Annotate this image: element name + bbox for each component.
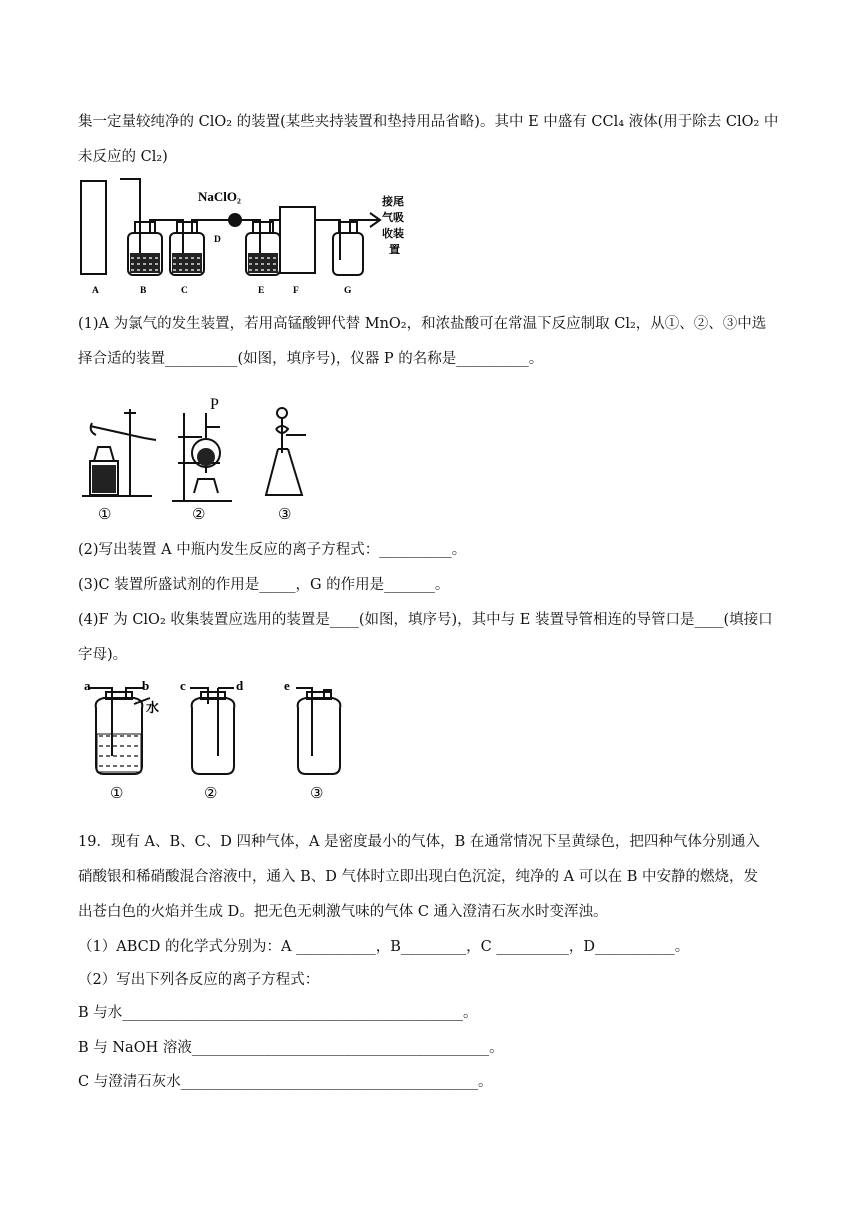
port-a-label: a <box>84 678 91 693</box>
q19-eq-1: B 与水_______________________________________________。 <box>78 1005 478 1021</box>
generator-diagrams <box>80 383 330 523</box>
generator-3 <box>266 408 306 495</box>
q2-text: (2)写出装置 A 中瓶内发生反应的离子方程式：__________。 <box>78 542 467 558</box>
label-g: G <box>344 286 352 296</box>
instrument-p-label: P <box>210 396 219 413</box>
q19-sub-2: （2）写出下列各反应的离子方程式： <box>78 972 320 988</box>
collector-number-1: ① <box>110 786 124 802</box>
label-a: A <box>92 286 99 296</box>
q4-line-2: 字母)。 <box>78 647 128 663</box>
apparatus-a <box>81 181 106 274</box>
q19-eq-2: B 与 NaOH 溶液_________________________________________。 <box>78 1040 504 1056</box>
q19-line-3: 出苍白色的火焰并生成 D。把无色无刺激气味的气体 C 通入澄清石灰水时变浑浊。 <box>78 904 608 920</box>
naclo2-label: NaClO₂ <box>198 189 241 204</box>
label-e: E <box>258 286 265 296</box>
apparatus-f <box>280 207 315 273</box>
q19-sub-1: （1）ABCD 的化学式分别为：A ___________，B_________，C __________，D___________。 <box>78 939 690 955</box>
collector-diagrams <box>84 678 344 806</box>
label-b: B <box>140 286 147 296</box>
generator-number-3: ③ <box>278 507 292 523</box>
q19-line-2: 硝酸银和稀硝酸混合溶液中，通入 B、D 气体时立即出现白色沉淀，纯净的 A 可以在 B 中安静的燃烧，发 <box>78 869 759 885</box>
q4-line-1: (4)F 为 ClO₂ 收集装置应选用的装置是____(如图，填序号)，其中与 E 装置导管相连的导管口是____(填接口 <box>78 612 773 628</box>
port-d-label: d <box>236 678 244 693</box>
port-e-label: e <box>284 678 290 693</box>
collector-number-3: ③ <box>310 786 324 802</box>
tail-label-3: 收装 <box>382 228 404 240</box>
generator-number-2: ② <box>192 507 206 523</box>
label-f: F <box>293 286 299 296</box>
apparatus-g <box>315 213 380 275</box>
intro-line-2: 未反应的 Cl₂) <box>78 149 168 165</box>
collector-3 <box>296 688 340 774</box>
tail-label-2: 气吸 <box>382 212 404 224</box>
tail-label-1: 接尾 <box>382 196 404 208</box>
q3-text: (3)C 装置所盛试剂的作用是_____，G 的作用是_______。 <box>78 577 450 593</box>
collector-2 <box>190 688 234 774</box>
port-c-label: c <box>180 678 186 693</box>
collector-number-2: ② <box>204 786 218 802</box>
intro-line-1: 集一定量较纯净的 ClO₂ 的装置(某些夹持装置和垫持用品省略)。其中 E 中盛有 CCl₄ 液体(用于除去 ClO₂ 中 <box>78 114 779 130</box>
water-label: 水 <box>146 700 160 715</box>
q19-eq-3: C 与澄清石灰水_________________________________________。 <box>78 1074 493 1090</box>
port-b-label: b <box>142 678 150 693</box>
label-c: C <box>181 286 188 296</box>
label-d: D <box>214 235 221 245</box>
tail-label-4: 置 <box>389 244 400 256</box>
q1-line-1: (1)A 为氯气的发生装置，若用高锰酸钾代替 MnO₂，和浓盐酸可在常温下反应制取 Cl₂，从①、②、③中选 <box>78 316 767 332</box>
apparatus-diagram <box>78 175 418 305</box>
generator-number-1: ① <box>98 507 112 523</box>
apparatus-d-flask <box>228 213 242 227</box>
q19-line-1: 19．现有 A、B、C、D 四种气体，A 是密度最小的气体，B 在通常情况下呈黄绿色，把四种气体分别通入 <box>78 834 760 850</box>
q1-line-2: 择合适的装置__________(如图，填序号)，仪器 P 的名称是__________。 <box>78 351 544 367</box>
